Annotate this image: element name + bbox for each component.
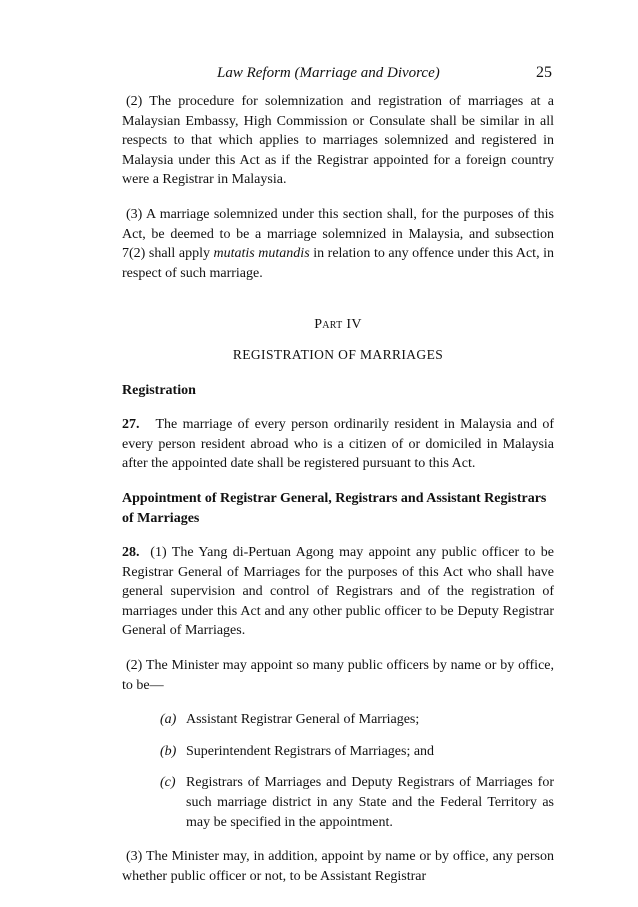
document-body [122, 92, 554, 901]
part-heading [122, 315, 554, 335]
section-26-subsection-3-text: (3) A marriage solemnized under this section shall, for the purposes of this Act, be deemed to be a marriage solemnized in Malaysia, and subsection 7(2) shall apply [122, 206, 554, 262]
list-item [122, 742, 554, 762]
section-28-subsection-2: (2) The Minister may appoint so many public officers by name or by office, to be— [122, 658, 554, 693]
list-item [122, 710, 554, 730]
section-28-number: 28. [122, 545, 140, 561]
section-27-text: The marriage of every person ordinarily resident in Malaysia and of every person resident abroad who is a citizen of or domiciled in Malaysia after the appointed date shall be registered pursuant to this Act. [122, 417, 554, 472]
part-label: Part [314, 317, 343, 333]
list-item-text: Superintendent Registrars of Marriages; and [186, 743, 435, 759]
list-item-label: (c) [160, 775, 176, 791]
list-item-label: (a) [160, 712, 177, 728]
latin-phrase: mutatis mutandis [213, 246, 310, 262]
part-title: REGISTRATION OF MARRIAGES [232, 346, 444, 362]
section-27-heading: Registration [122, 382, 196, 398]
section-28-subsection-1-text: (1) The Yang di-Pertuan Agong may appoint any public officer to be Registrar General of Marriages for the purposes of this Act who shall have general supervision and control of Registrars and of the registration of marriages under this Act and any other public officer to be Deputy Registrar General of Marriages. [122, 545, 555, 639]
section-28-heading: Appointment of Registrar General, Registrars and Assistant Registrars of Marriages [122, 490, 547, 526]
running-header [122, 63, 554, 83]
section-26-subsection-2: (2) The procedure for solemnization and registration of marriages at a Malaysian Embassy, High Commission or Consulate shall be similar in all respects to that which applies to marriages solemnized and registered in Malaysia under this Act as if the Registrar appointed for a foreign country were a Registrar in Malaysia. [122, 94, 554, 188]
section-28-subsection-3: (3) The Minister may, in addition, appoint by name or by office, any person whether public officer or not, to be Assistant Registrar [122, 849, 554, 884]
list-item-label: (b) [160, 743, 177, 759]
section-27 [122, 415, 554, 474]
section-28-subsection-1 [122, 543, 554, 641]
list-item [122, 773, 554, 832]
running-header-title: Law Reform (Marriage and Divorce) [217, 65, 440, 81]
section-26-subsection-3-text-end: in relation to any offence under this Act, in respect of such marriage. [122, 246, 555, 281]
list-item-text: Assistant Registrar General of Marriages; [186, 712, 420, 728]
section-26-subsection-3 [122, 205, 554, 283]
section-27-number: 27. [122, 417, 140, 433]
page-number: 25 [536, 64, 552, 81]
part-number: IV [346, 317, 362, 333]
list-item-text: Registrars of Marriages and Deputy Registrars of Marriages for such marriage district in any State and the Federal Territory as may be specified in the appointment. [186, 775, 554, 830]
